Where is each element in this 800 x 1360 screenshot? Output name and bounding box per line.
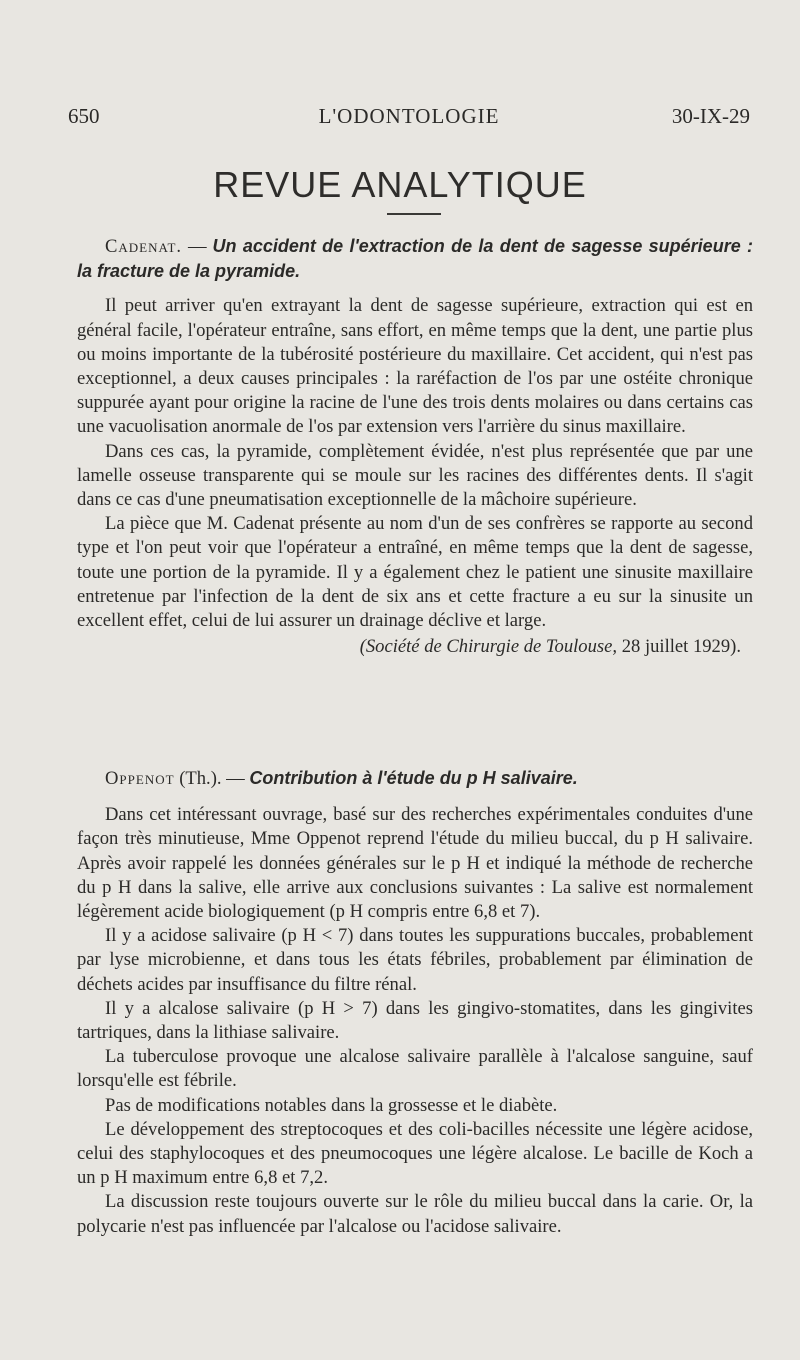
entry-author: Oppenot — [105, 768, 175, 789]
source-date: 28 juillet 1929). — [617, 636, 741, 658]
paragraph: Il y a acidose salivaire (p H < 7) dans toutes les suppurations buccales, probablement par lyse microbienne, et dans tous les états fébriles, probablement par élimination de déchets acides par insuffisance du filtre rénal. — [77, 925, 753, 995]
paragraph: La pièce que M. Cadenat présente au nom d'un de ses confrères se rapporte au second type et l'on peut voir que l'opérateur a entraîné, en même temps que la dent de sagesse, toute une portion de la pyramide. Il y a également chez le patient une sinusite maxillaire entretenue par l'infection de la dent de six ans et cette fracture a eu sur la sinusite un excellent effet, celui de lui assurer un drainage déclive et large. — [77, 513, 753, 632]
entry-separator: — — [182, 236, 213, 257]
paragraph: La discussion reste toujours ouverte sur le rôle du milieu buccal dans la carie. Or, la polycarie n'est pas influencée par l'alcalose ou l'acidose salivaire. — [77, 1191, 753, 1237]
journal-name: L'ODONTOLOGIE — [318, 104, 500, 128]
issue-date: 30-IX-29 — [671, 104, 750, 128]
paragraph: Dans cet intéressant ouvrage, basé sur des recherches expérimentales conduites d'une façon très minutieuse, Mme Oppenot reprend l'étude du milieu buccal, du p H salivaire. Après avoir rappelé les données générales sur le p H et indiqué la méthode de recherche du p H dans la salive, elle arrive aux conclusions suivantes : La salive est normalement légèrement acide biologiquement (p H compris entre 6,8 et 7). — [77, 804, 753, 923]
source-society: (Société de Chirurgie de Toulouse, — [359, 636, 618, 658]
paragraph: Il y a alcalose salivaire (p H > 7) dans les gingivo-stomatites, dans les gingivites tartriques, dans la lithiase salivaire. — [77, 997, 753, 1044]
entry-title: Contribution à l'étude du p H salivaire. — [249, 768, 578, 788]
entry-oppenot — [77, 766, 753, 1239]
paragraph: Dans ces cas, la pyramide, complètement évidée, n'est plus représentée que par une lamelle osseuse transparente qui se moule sur les racines des différentes dents. Il s'agit dans ce cas d'une pneumatisation exceptionnelle de la mâchoire supérieure. — [77, 440, 753, 511]
paragraph: La tuberculose provoque une alcalose salivaire parallèle à l'alcalose sanguine, sauf lorsqu'elle est fébrile. — [77, 1046, 753, 1092]
entry-title: Un accident de l'extraction de la dent de sagesse supérieure : la fracture de la pyramide. — [77, 236, 753, 282]
source-citation — [77, 635, 753, 659]
entry-separator: — — [221, 768, 250, 789]
running-head — [68, 104, 750, 134]
entry-heading — [77, 766, 753, 791]
page-number: 650 — [68, 104, 100, 128]
entry-author-initial: (Th.). — [174, 768, 222, 789]
entry-heading — [77, 234, 753, 284]
title-rule — [387, 213, 441, 215]
paragraph: Pas de modifications notables dans la grossesse et le diabète. — [105, 1094, 558, 1116]
entry-author: Cadenat. — [105, 236, 183, 257]
paragraph: Il peut arriver qu'en extrayant la dent de sagesse supérieure, extraction qui est en général facile, l'opérateur entraîne, sans effort, en même temps que la dent, une partie plus ou moins importante de la tubérosité postérieure du maxillaire. Cet accident, qui n'est pas exceptionnel, a deux causes principales : la raréfaction de l'os par une ostéite chronique suppurée ayant pour origine la racine de l'une des trois dents molaires ou dans certains cas une vacuolisation anormale de l'os par extension vers l'arrière du sinus maxillaire. — [77, 295, 753, 438]
paragraph: Le développement des streptocoques et des coli-bacilles nécessite une légère acidose, celui des staphylocoques et des pneumocoques une légère alcalose. Le bacille de Koch a un p H maximum entre 6,8 et 7,2. — [77, 1118, 753, 1189]
section-title: REVUE ANALYTIQUE — [213, 164, 587, 205]
entry-cadenat — [77, 234, 753, 659]
